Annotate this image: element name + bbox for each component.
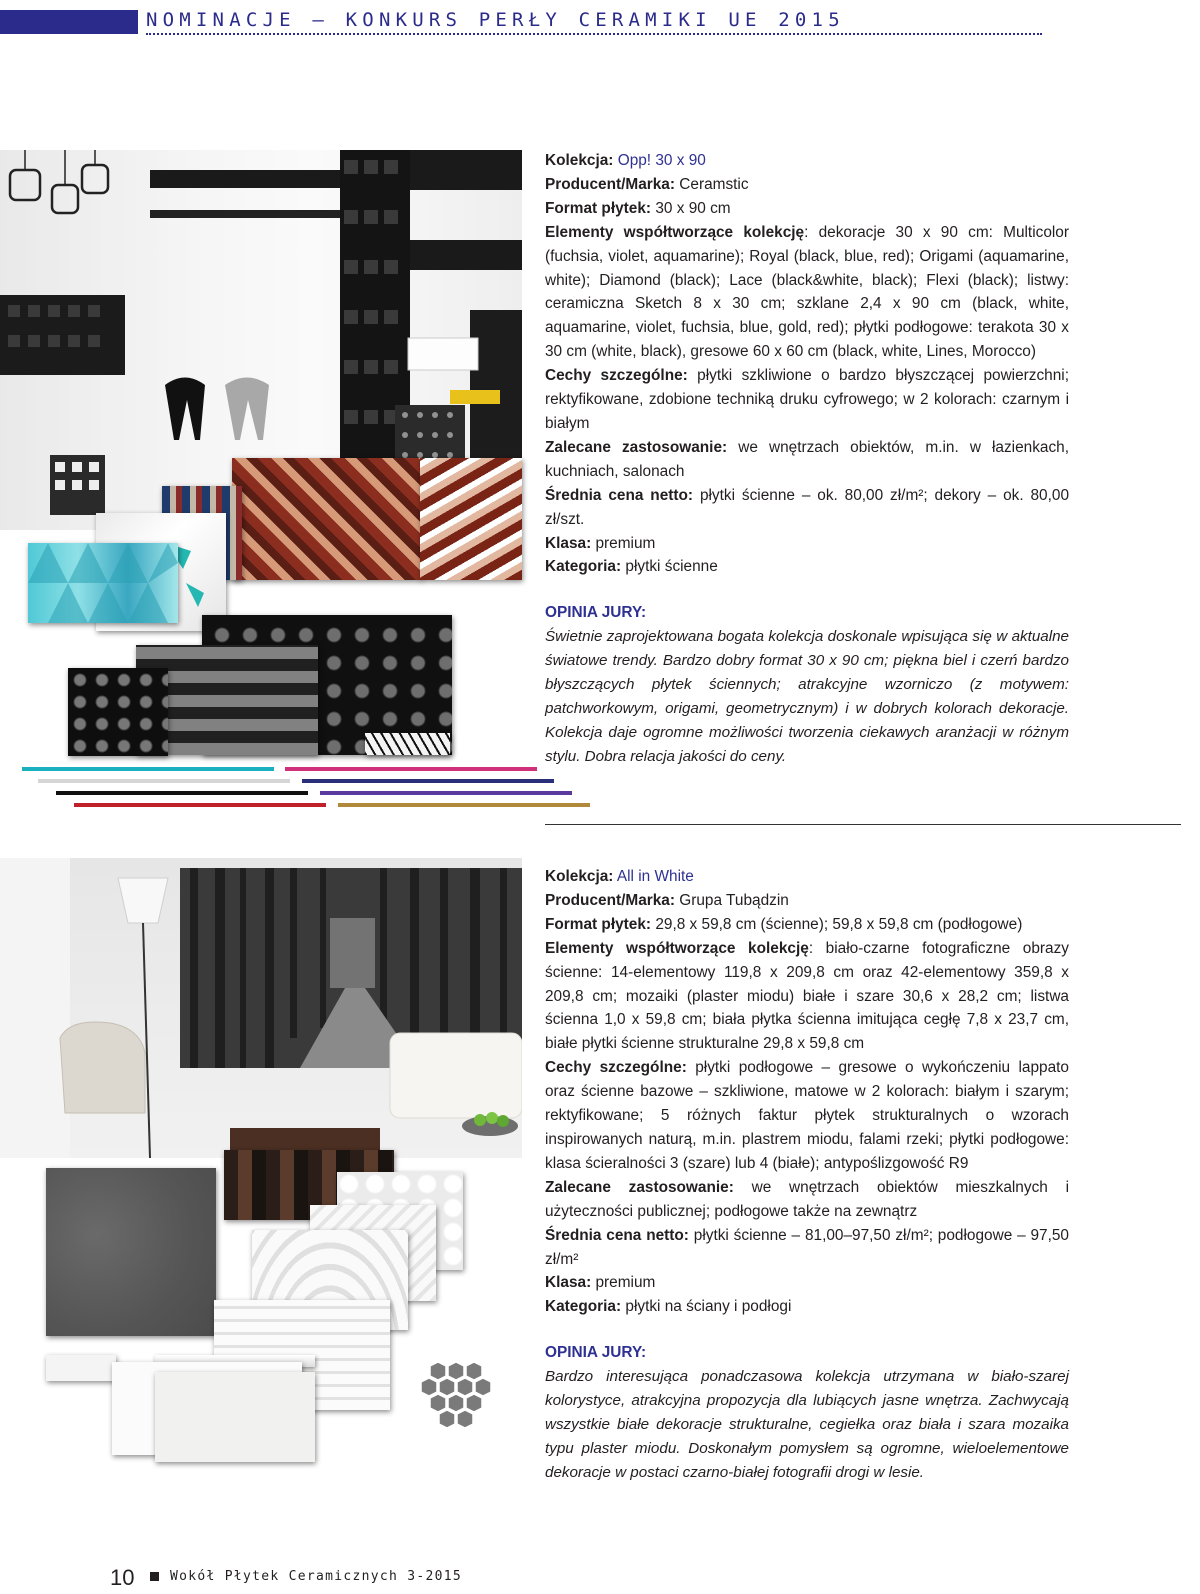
floor-tile-grey [46, 1168, 216, 1336]
entry-2-features: Cechy szczególne: płytki podłogowe – gresowe o wykończeniu lappato oraz ścienne bazowe – szkliwione, matowe w 2 kolorach: białym i szarym; rektyfikowane; 5 różnych faktur płytek strukturalnych o wzorach inspirowanych naturą, m.in. plastrem miodu, falami rzeki; płytki podłogowe: klasa ścieralności 3 (szare) lub 4 (białe); antypoślizgowość R9 [545, 1059, 1069, 1172]
entry-2-price: Średnia cena netto: płytki ścienne – 81,00–97,50 zł/m²; podłogowe – 97,50 zł/m² [545, 1226, 1069, 1268]
border-stripe-white [38, 779, 290, 783]
decor-tile-lace [420, 458, 522, 580]
entry-1-details [545, 149, 1069, 769]
entry-1-producer: Producent/Marka: Ceramstic [545, 175, 749, 193]
hexagon-mosaic-grey [418, 1360, 494, 1440]
entry-2-usage: Zalecane zastosowanie: we wnętrzach obiektów mieszkalnych i użyteczności publicznej; podłogowe także na zewnątrz [545, 1178, 1069, 1220]
decor-tile-sketch [365, 733, 450, 755]
magazine-name: Wokół Płytek Ceramicznych 3-2015 [170, 1569, 463, 1584]
page-number: 10 [110, 1565, 135, 1590]
entry-1-usage: Zalecane zastosowanie: we wnętrzach obiektów, m.in. w łazienkach, kuchniach, salonach [545, 438, 1069, 480]
entry-2-collection: Kolekcja: All in White [545, 868, 694, 885]
entry-2-jury-text: Bardzo interesująca ponadczasowa kolekcja utrzymana w biało-szarej kolorystyce, atrakcyjna propozycja dla lubiących jasne wnętrza. Zachwycają wszystkie białe dekoracje strukturalne, cegiełka oraz biała i szara mozaika typu plaster miodu. Doskonałym pomysłem są ogromne, wieloelementowe dekoracje w postaci czarno-białej fotografii drogi w lesie. [545, 1368, 1069, 1481]
entry-2-producer: Producent/Marka: Grupa Tubądzin [545, 891, 789, 909]
border-stripe-violet [320, 791, 572, 795]
entry-1-jury-heading: OPINIA JURY: [545, 604, 647, 622]
decor-tile-black-3d [68, 668, 168, 756]
entry-1-price: Średnia cena netto: płytki ścienne – ok. 80,00 zł/m²; dekory – ok. 80,00 zł/szt. [545, 486, 1069, 528]
entry-2-format: Format płytek: 29,8 x 59,8 cm (ścienne); 59,8 x 59,8 cm (podłogowe) [545, 915, 1023, 933]
entry-2-jury-heading: OPINIA JURY: [545, 1344, 647, 1362]
border-stripe-blue [302, 779, 554, 783]
entry-2-category: Kategoria: płytki na ściany i podłogi [545, 1298, 792, 1316]
entry-1-class: Klasa: premium [545, 534, 656, 552]
border-stripe-gold [338, 803, 590, 807]
entry-1-collection: Kolekcja: Opp! 30 x 90 [545, 152, 706, 169]
entry-1-features: Cechy szczególne: płytki szkliwione o bardzo błyszczącej powierzchni; rektyfikowane, zdobione techniką druku cyfrowego; w 2 kolorach: czarnym i białym [545, 367, 1069, 432]
entry-1-format: Format płytek: 30 x 90 cm [545, 199, 731, 217]
page-title: NOMINACJE – KONKURS PERŁY CERAMIKI UE 2015 [146, 9, 845, 31]
header-bar [0, 10, 138, 34]
entry-2-details [545, 865, 1069, 1485]
footer-square-icon [150, 1572, 159, 1581]
border-stripe-aquamarine [22, 767, 274, 771]
entry-2-elements: Elementy współtworzące kolekcję: biało-czarne fotograficzne obrazy ścienne: 14-elementowy 119,8 x 209,8 cm oraz 42-elementowy 359,8 x 209,8 cm; mozaiki (plaster miodu) białe i szare 30,6 x 28,2 cm; listwa ścienna 1,0 x 59,8 cm; biała płytka ścienna imitująca cegłę 7,8 x 23,7 cm, białe płytki ścienne strukturalne 29,8 x 59,8 cm [545, 939, 1069, 1053]
forest-interior-photo [0, 858, 522, 1158]
border-stripe-black [56, 791, 308, 795]
section-divider [545, 824, 1181, 825]
white-brick-tile [46, 1355, 116, 1381]
entry-2-class: Klasa: premium [545, 1274, 656, 1292]
entry-1-jury-text: Świetnie zaprojektowana bogata kolekcja doskonale wpisująca się w aktualne światowe trendy. Bardzo dobry format 30 x 90 cm; piękna biel i czerń bardzo błyszczących płytek ściennych; atrakcyjne wzorniczo (z motywem: patchworkowym, origami, geometrycznym) i w dobrych kolorach dekoracje. Kolekcja daje ogromne możliwości tworzenia ciekawych aranżacji w różnym stylu. Dobra relacja jakości do ceny. [545, 628, 1069, 765]
header-dotted-rule [146, 33, 1042, 35]
white-wall-tile [155, 1372, 315, 1462]
decor-tile-multicolor [232, 458, 422, 580]
decor-tile-diamond-aqua [28, 543, 178, 623]
entry-1-elements: Elementy współtworzące kolekcję: dekoracje 30 x 90 cm: Multicolor (fuchsia, violet, aquamarine); Royal (black, blue, red); Origami (aquamarine, white); Diamond (black); Lace (black&white, black); Flexi (black); listwy: ceramiczna Sketch 8 x 30 cm; szklane 2,4 x 90 cm (black, white, aquamarine, violet, fuchsia, blue, gold, red); płytki podłogowe: terakota 30 x 30 cm (white, black), gresowe 60 x 60 cm (black, white, Lines, Morocco) [545, 223, 1069, 361]
border-stripe-fuchsia [285, 767, 537, 771]
border-stripe-red [74, 803, 326, 807]
entry-1-category: Kategoria: płytki ścienne [545, 558, 718, 576]
